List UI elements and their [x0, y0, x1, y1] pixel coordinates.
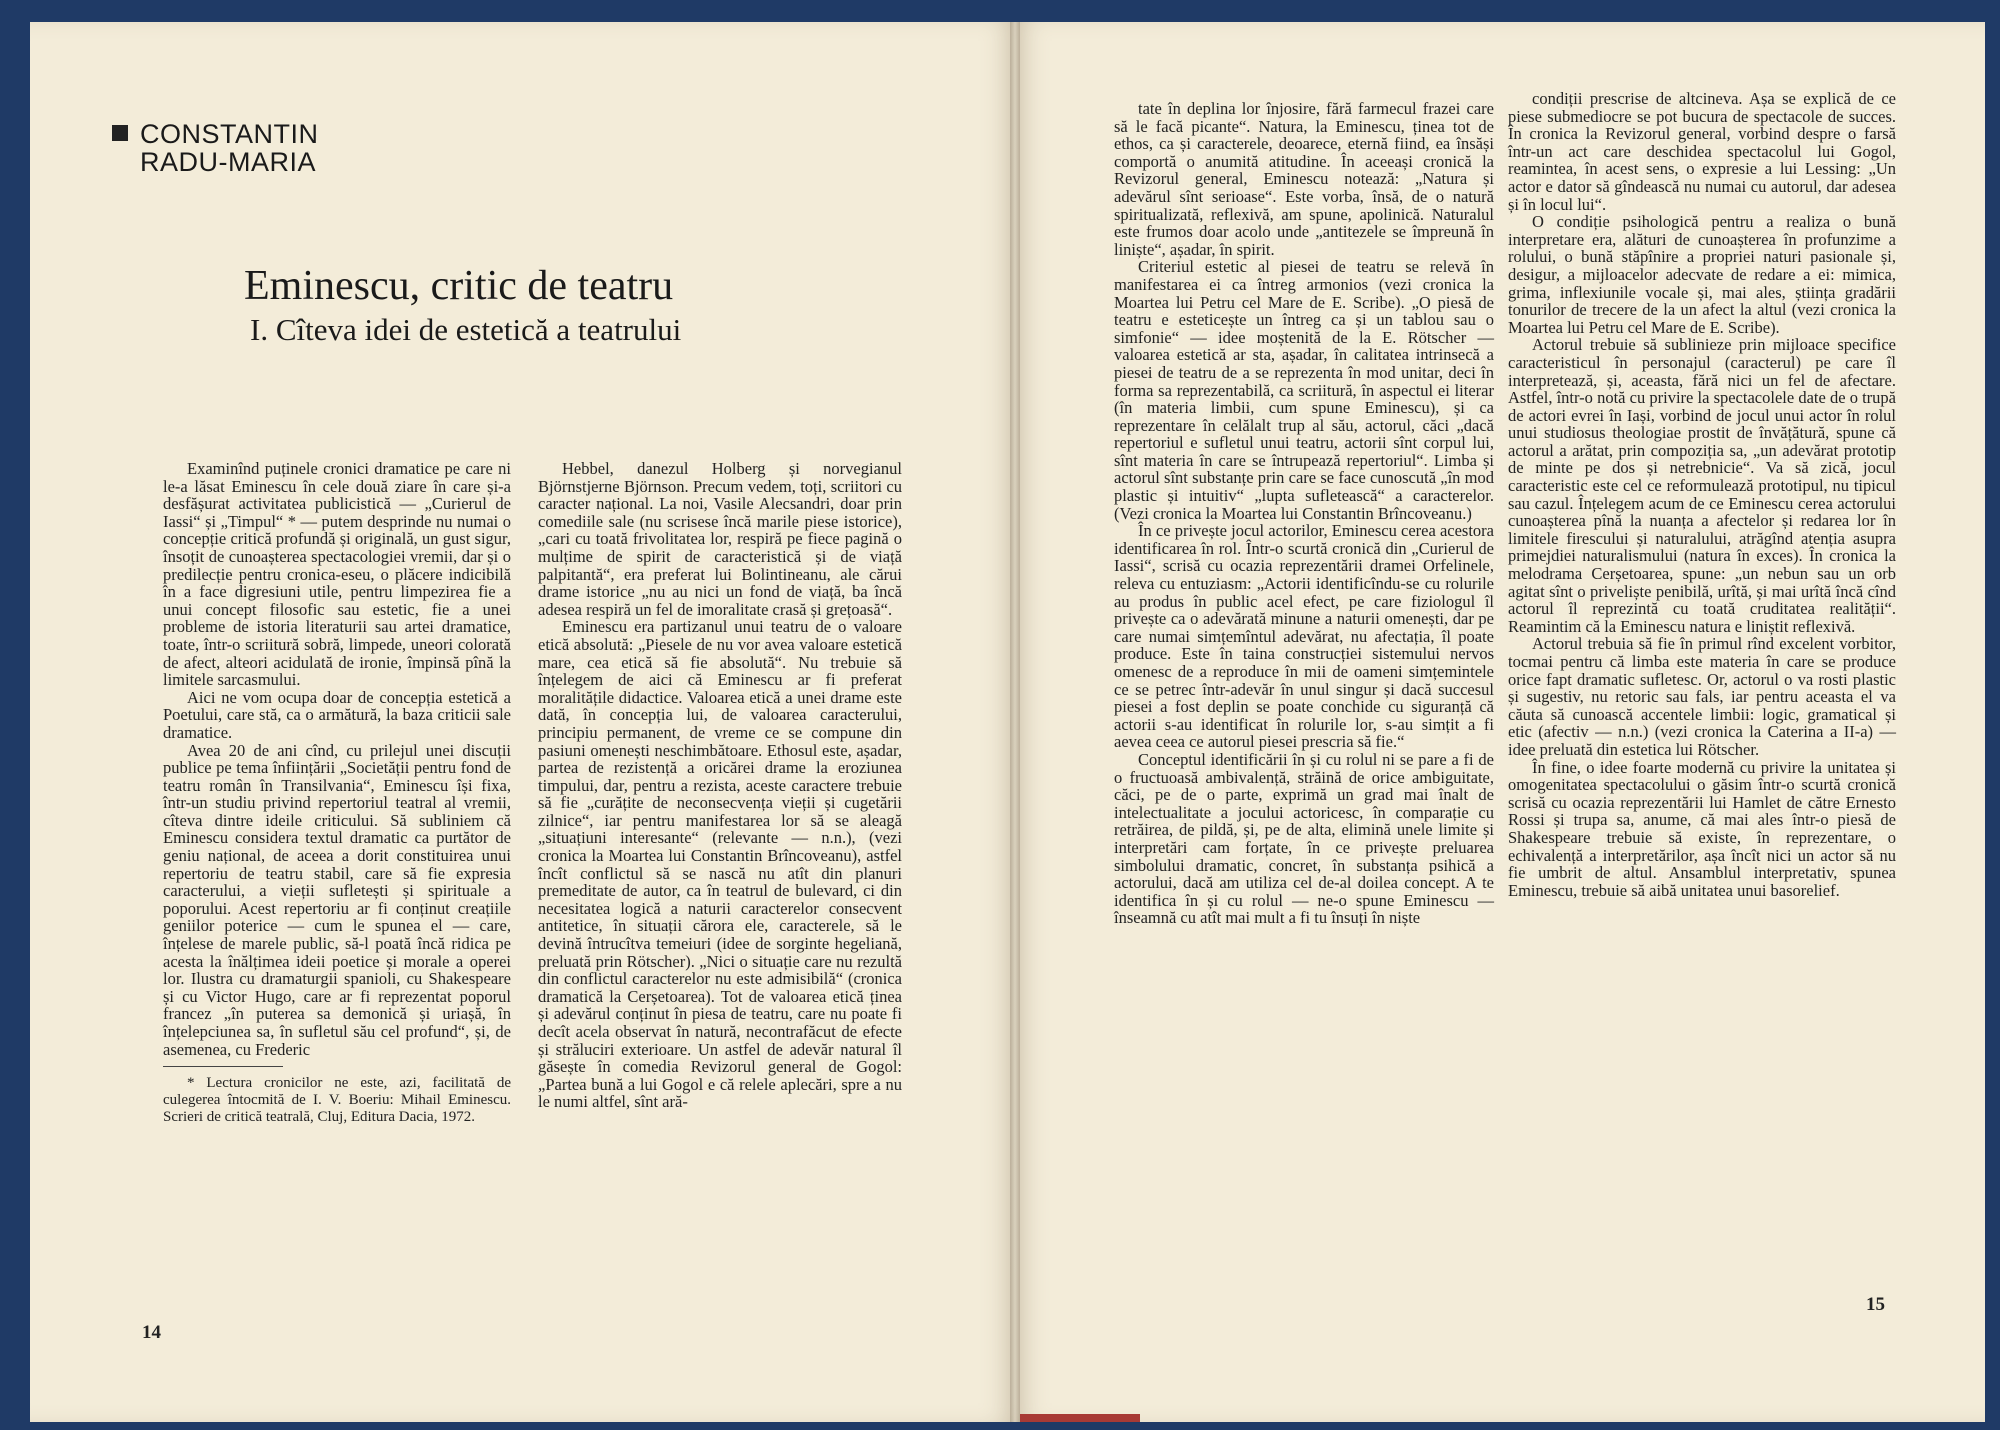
- page-number-left: 14: [142, 1322, 161, 1343]
- book-gutter: [1010, 22, 1020, 1422]
- paragraph: tate în deplina lor înjosire, fără farmecul frazei care să le facă picante“. Natura, la Eminescu, ținea tot de ethos, ca și caracterele, deoarece, eternă fiind, ea însăși comportă o anumită atitudine. În aceeași cronică la Revizorul general, Eminescu notează: „Natura și adevărul sînt serioase“. Este vorba, însă, de o natură spiritualizată, reflexivă, am spune, apolinică. Naturalul este frumos doar acolo unde „antitezele se împreună în liniște“, așadar, în spirit.: [1114, 99, 1494, 259]
- footnote: * Lectura cronicilor ne este, azi, facilitată de culegerea întocmită de I. V. Boeriu: Mihail Eminescu. Scrieri de critică teatrală, Cluj, Editura Dacia, 1972.: [163, 1075, 511, 1126]
- footnote-rule: [163, 1066, 283, 1067]
- paragraph: Conceptul identificării în și cu rolul ni se pare a fi de o fructuoasă ambivalență, străină de orice ambiguitate, căci, pe de o parte, exprimă un grad mai înalt de intelectualitate a jocului actoricesc, în comparație cu retrăirea, de pildă, și, pe de alta, elimină unele limite și interpretări cam forțate, în ce privește preluarea simbolului dramatic, concret, în substanța psihică a actorului, dacă am utiliza cel de-al doilea concept. A te identifica în și cu rolul — ne-o spune Eminescu — înseamnă cu atît mai mult a fi tu însuți în niște: [1114, 749, 1494, 928]
- paragraph: Avea 20 de ani cînd, cu prilejul unei discuții publice pe tema înființării „Societății pentru fond de teatru român în Transilvania“, Eminescu își fixa, într-un studiu privind repertoriul teatral al vremii, cîteva dintre ideile criticului. Să subliniem că Eminescu considera textul dramatic ca purtător de geniu național, de aceea a dorit constituirea unui repertoriu de teatru stabil, care să fie expresia caracterului, a vieții sufletești și spirituale a poporului. Acest repertoriu ar fi conținut creațiile geniilor poterice — cum le spunea el — care, înțelese de marele public, să-l poată încă ridica pe acesta la înălțimea ideii poetice și morale a operei lor. Ilustra cu dramaturgii spanioli, cu Shakespeare și cu Victor Hugo, care ar fi reprezentat poporul francez „în puterea sa demonică și uriașă, în înțelepciunea sa, în sufletul său cel profund“, și, de asemenea, cu Frederic: [163, 740, 511, 1059]
- article-title: Eminescu, critic de teatru: [244, 263, 674, 309]
- paragraph: În fine, o idee foarte modernă cu privire la unitatea și omogenitatea spectacolului o găsim într-o scurtă cronică scrisă cu ocazia reprezentării lui Hamlet de către Ernesto Rossi și trupa sa, anume, că mai ales într-o piesă de Shakespeare trebuie să existe, în reprezentare, o echivalență a interpretărilor, așa încît nici un actor să nu fie umbrit de altul. Ansamblul interpretativ, spunea Eminescu, trebuie să aibă unitatea unui basorelief.: [1508, 757, 1896, 900]
- paragraph: Actorul trebuie să sublinieze prin mijloace specifice caracteristicul în personajul (caracterul) pe care îl interpretează, și, aceasta, fără nici un fel de afectare. Astfel, într-o notă cu privire la spectacolele date de o trupă de actori evrei în Iași, vorbind de jocul unui actor în rolul unui studiosus theologiae prostit de învățătură, spune că actorul a arătat, prin compoziția sa, „un adevărat prototip de minte pe dos și netrebnicie“. Va să zică, jocul caracteristic este cel ce reformulează prototipul, nu tipicul sau cazul. Înțelegem acum de ce Eminescu cerea actorului cunoașterea pînă la nuanța a afectelor și redarea lor în limitele firescului și naturalului, atrăgînd atenția asupra primejdiei naturalismului (natura în exces). În cronica la melodrama Cerșetoarea, spune: „un nebun sau un orb agitat sînt o priveliște penibilă, urîtă, și mai urîtă încă cînd actorul îl reprezintă cu toată cruditatea realității“. Reamintim că la Eminescu natura e liniștit reflexivă.: [1508, 335, 1896, 636]
- right-column-1: [1114, 100, 1494, 927]
- paragraph: Examinînd puținele cronici dramatice pe care ni le-a lăsat Eminescu în cele două ziare în care și-a desfășurat activitatea publicistică — „Curierul de Iassi“ și „Timpul“ * — putem desprinde nu numai o concepție critică profundă și originală, un gust sigur, însoțit de cunoașterea spectacologiei vremii, dar și o predilecție pentru cronica-eseu, o plăcere indicibilă în a face digresiuni utile, pentru limpezirea fie a unui concept filosofic sau estetic, fie a unei probleme de istoria literaturii sau artei dramatice, toate, într-o scriitură sobră, limpede, uneori colorată de afect, alteori acidulată de ironie, împinsă pînă la limitele sarcasmului.: [163, 459, 511, 690]
- paragraph: condiții prescrise de altcineva. Așa se explică de ce piese submediocre se pot bucura de spectacole de succes. În cronica la Revizorul general, vorbind despre o farsă într-un act care deschidea spectacolul lui Gogol, reamintea, în acest sens, o expresie a lui Lessing: „Un actor e dator să gîndească nu numai cu autorul, dar adesea și în locul lui“.: [1508, 89, 1896, 214]
- author-name: [112, 120, 319, 176]
- page-number-right: 15: [1866, 1294, 1885, 1315]
- left-column-1: [163, 460, 511, 1126]
- paragraph: În ce privește jocul actorilor, Eminescu cerea acestora identificarea în rol. Într-o scurtă cronică din „Curierul de Iassi“, scrisă cu ocazia reprezentării dramei Orfelinele, releva cu entuziasm: „Actorii identificîndu-se cu rolurile au produs în public acel efect, pe care fiziologul îl privește ca o adevărată minune a naturii omenești, dar pe care numai simțemîntul adevărat, nu afectația, îl poate produce. Este în taina construcției sistemului nervos omenesc de a reproduce în mii de oameni simțemintele ce se petrec într-adevăr în unul singur și dacă succesul piesei a fost deplin se poate conchide cu siguranță că actorii s-au identificat în rolurile lor, s-au simțit a fi aevea ceea ce autorul piesei prescria să fie.“: [1114, 521, 1494, 752]
- paragraph: Hebbel, danezul Holberg și norvegianul Björnstjerne Björnson. Precum vedem, toți, scriitori cu caracter național. La noi, Vasile Alecsandri, doar prin comediile sale (nu scrisese încă marile piese istorice), „cari cu toată frivolitatea lor, respiră pe fiece pagină o mulțime de spirit de caracteristică și de viață palpitantă“, era preferat lui Bolintineanu, ale cărui drame istorice „nu au nici un fond de viață, ba încă adesea respiră un fel de imoralitate crasă și grețoasă“.: [538, 459, 902, 619]
- left-column-2: [538, 460, 902, 1111]
- paragraph: Actorul trebuia să fie în primul rînd excelent vorbitor, tocmai pentru că limba este materia în care se produce orice fapt dramatic sufletesc. Or, actorul o va rosti plastic și sugestiv, nu retoric sau fals, iar pentru aceasta el va căuta să cunoască accentele limbii: logic, gramatical și etic (afectiv — n.n.) (vezi cronica la Caterina a II-a) — idee preluată din estetica lui Rötscher.: [1508, 634, 1896, 759]
- bullet-square-icon: [112, 125, 128, 141]
- article-subtitle: I. Cîteva idei de estetică a teatrului: [250, 312, 682, 347]
- paragraph: Criteriul estetic al piesei de teatru se relevă în manifestarea ei ca întreg armonios (vezi cronica la Moartea lui Petru cel Mare de E. Scribe). „O piesă de teatru e esteticește un întreg ca și un tablou sau o simfonie“ — idee moștenită de la E. Rötscher — valoarea estetică ar sta, așadar, în calitatea intrinsecă a piesei de teatru de a se reprezenta în mod unitar, deci în forma sa reprezentabilă, ca scriitură, în aspectul ei literar (în materia limbii, cum spune Eminescu), și ca reprezentare în celălalt trup al său, actorul, căci „dacă repertoriul e sufletul unui teatru, actorii sînt corpul lui, sînt materia în care se întrupează repertoriul“. Limba și actorul sînt substanțe prin care se face cunoscută „în mod plastic și intuitiv“ „lupta sufletească“ a caracterelor. (Vezi cronica la Moartea lui Constantin Brîncoveanu.): [1114, 257, 1494, 523]
- right-column-2: [1508, 90, 1896, 899]
- paragraph: Eminescu era partizanul unui teatru de o valoare etică absolută: „Piesele de nu vor avea valoare estetică mare, cea etică să fie absolută“. Nu trebuie să înțelegem de aici că Eminescu ar fi preferat moralitățile didactice. Valoarea etică a unei drame este dată, în concepția lui, de valoarea caracterului, principiu permanent, de vreme ce se compune din pasiuni omenești neschimbătoare. Ethosul este, așadar, partea de rezistență a oricărei drame la eroziunea timpului, dar, pentru a rezista, aceste caractere trebuie să fie „curățite de neconsecvența vieții și cugetării zilnice“, iar pentru manifestarea lor să se aleagă „situațiuni interesante“ (relevante — n.n.), (vezi cronica la Moartea lui Constantin Brîncoveanu), astfel încît conflictul să se nască nu atît din planuri premeditate de autor, ca în teatrul de bulevard, ci din necesitatea logică a naturii caracterelor consecvent antitetice, în situații cărora ele, caracterele, să le devină întrucîtva temeiuri (idee de sorginte hegeliană, preluată prin Rötscher). „Nici o situație care nu rezultă din conflictul caracterelor nu este admisibilă“ (cronica dramatică la Cerșetoarea). Tot de valoarea etică ținea și adevărul conținut în piesa de teatru, care nu poate fi decît acela observat în natură, necontrafăcut de efecte și străluciri exterioare. Un astfel de adevăr natural îl găsește în comedia Revizorul general de Gogol: „Partea bună a lui Gogol e că relele aplecări, spre a nu le numi altfel, sînt ară-: [538, 617, 902, 1112]
- author-line-2: RADU-MARIA: [140, 147, 317, 177]
- author-line-1: CONSTANTIN: [140, 119, 319, 149]
- bookmark-ribbon: [1020, 1414, 1140, 1422]
- paragraph: O condiție psihologică pentru a realiza o bună interpretare era, alături de cunoașterea în profunzime a rolului, o bună stăpînire a propriei naturi pasionale și, desigur, a mijloacelor adecvate de redare a ei: mimica, grima, inflexiunile vocale și, mai ales, știința gradării tonurilor de trecere de la un afect la altul (vezi cronica la Moartea lui Petru cel Mare de E. Scribe).: [1508, 212, 1896, 337]
- paragraph: Aici ne vom ocupa doar de concepția estetică a Poetului, care stă, ca o armătură, la baza criticii sale dramatice.: [163, 687, 511, 742]
